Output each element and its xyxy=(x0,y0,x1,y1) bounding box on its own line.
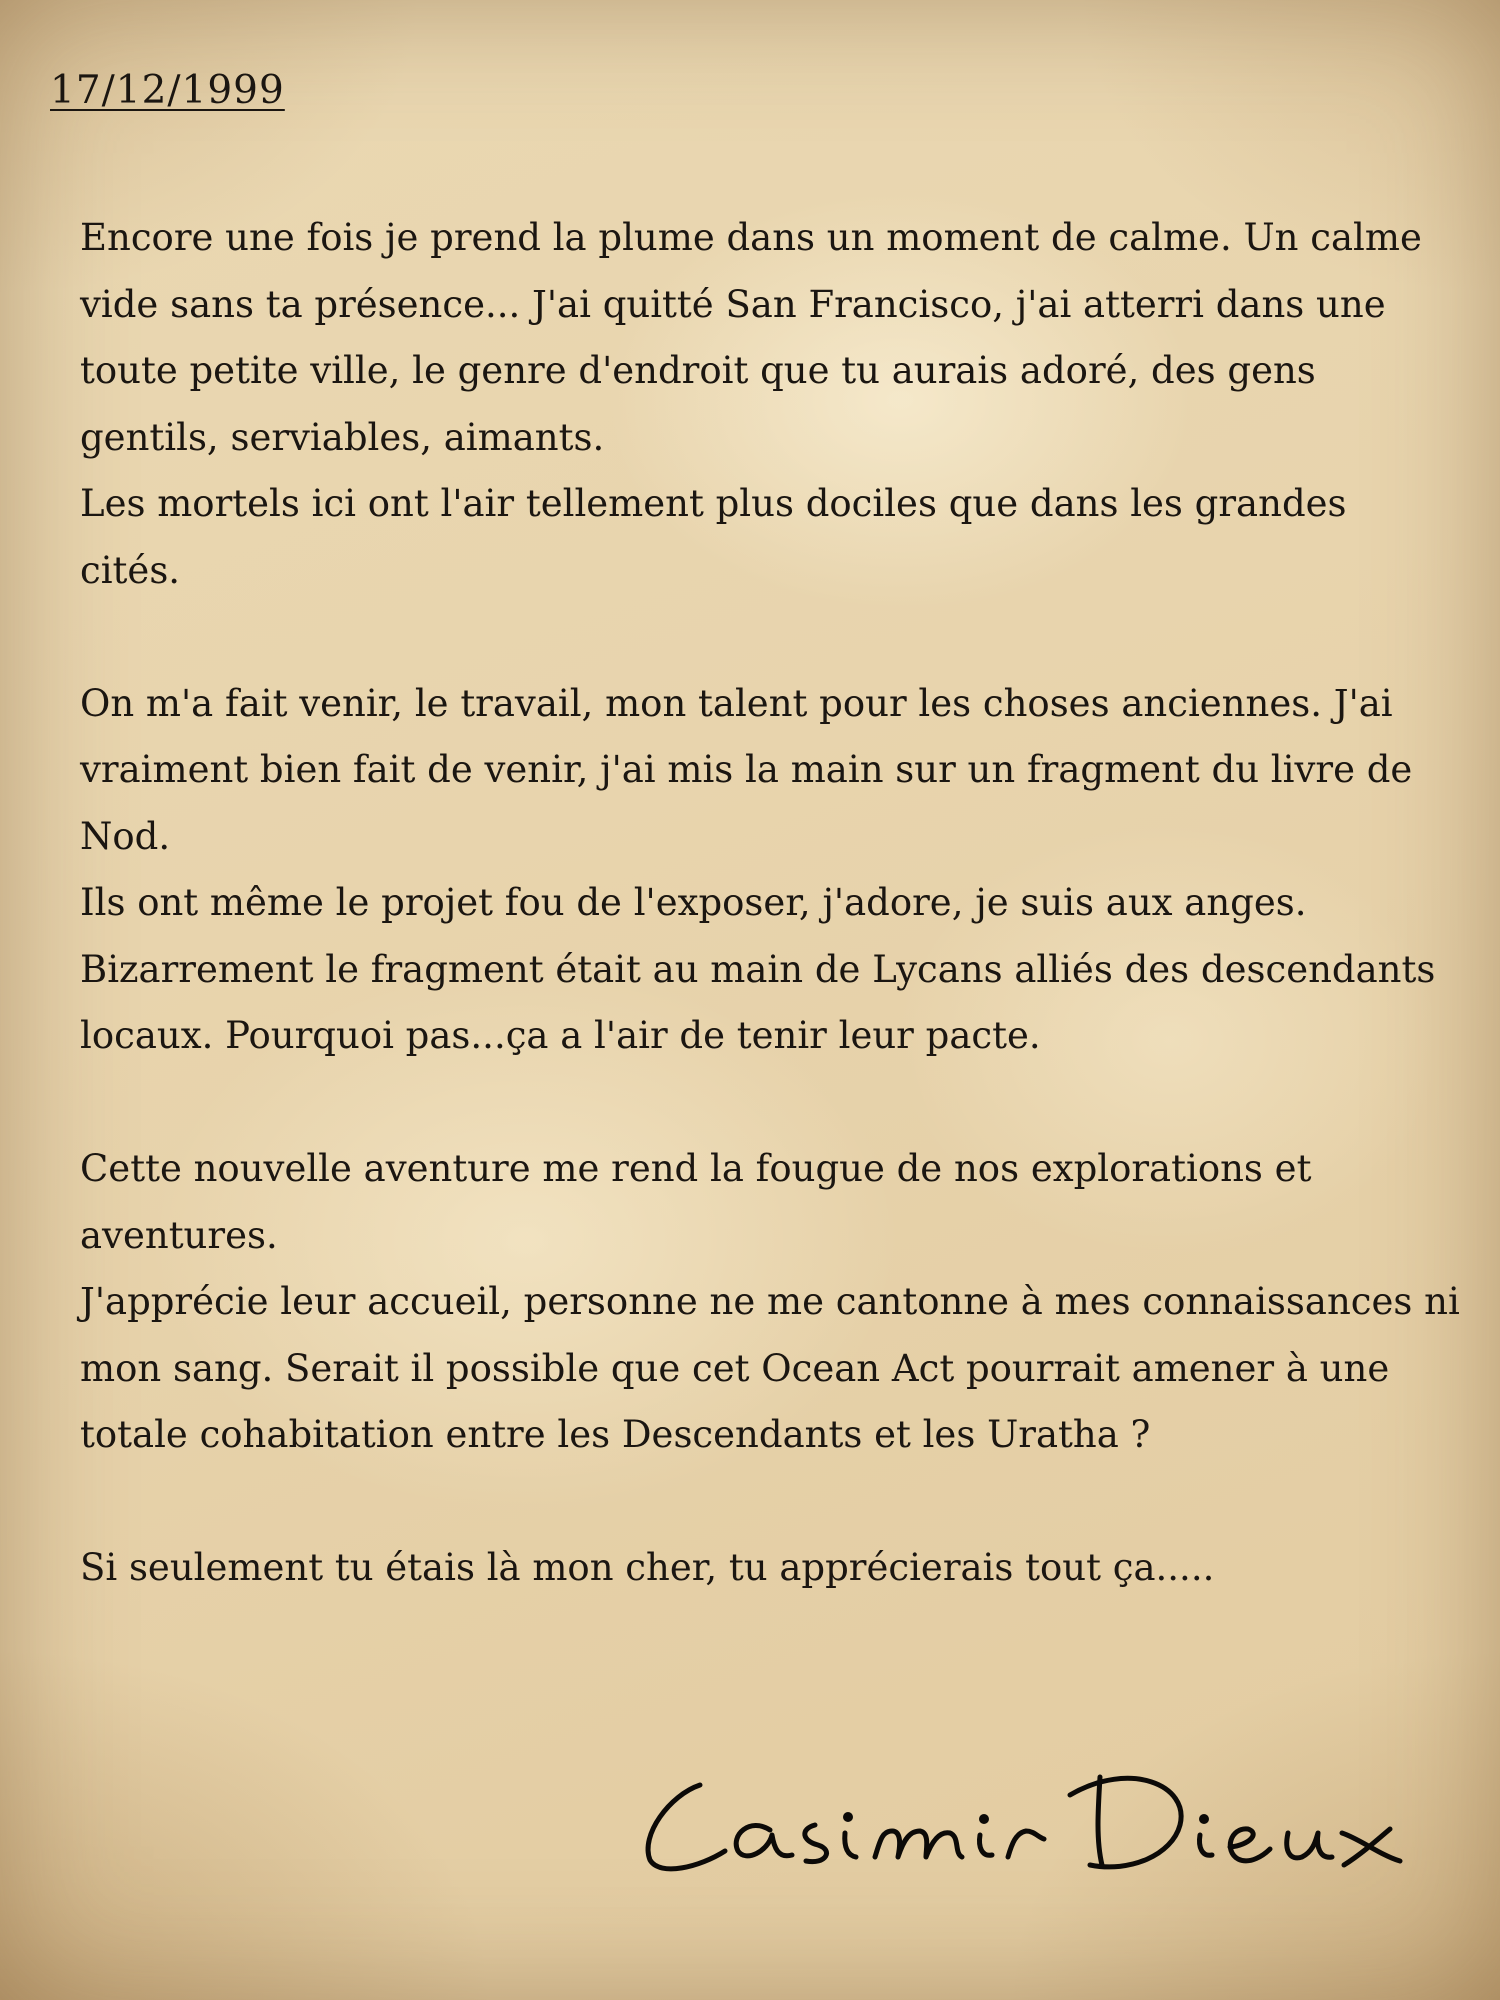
letter-body xyxy=(80,205,1460,1602)
letter-date: 17/12/1999 xyxy=(50,68,285,113)
text-line: locaux. Pourquoi pas...ça a l'air de tenir leur pacte. xyxy=(80,1014,1041,1057)
text-line: Bizarrement le fragment était au main de Lycans alliés des descendants xyxy=(80,947,1436,991)
text-line: On m'a fait venir, le travail, mon talent pour les choses anciennes. J'ai xyxy=(80,681,1393,725)
paragraph-2 xyxy=(80,671,1440,1070)
text-line: Cette nouvelle aventure me rend la fougue de nos explorations et xyxy=(80,1147,1312,1190)
text-line: totale cohabitation entre les Descendants et les Uratha ? xyxy=(80,1413,1151,1456)
text-line: gentils, serviables, aimants. xyxy=(80,415,605,459)
text-line: Les mortels ici ont l'air tellement plus dociles que dans les grandes xyxy=(80,482,1347,525)
paragraph-3 xyxy=(80,1136,1460,1469)
text-line: Nod. xyxy=(80,814,171,858)
paragraph-1 xyxy=(80,205,1440,604)
paragraph-4 xyxy=(80,1535,1440,1602)
text-line: J'apprécie leur accueil, personne ne me cantonne à mes connaissances ni xyxy=(80,1280,1460,1323)
text-line: Ils ont même le projet fou de l'exposer, j'adore, je suis aux anges. xyxy=(80,881,1307,924)
text-line: mon sang. Serait il possible que cet Ocean Act pourrait amener à une xyxy=(80,1346,1390,1390)
text-line: Si seulement tu étais là mon cher, tu apprécierais tout ça..... xyxy=(80,1546,1215,1589)
text-line: Encore une fois je prend la plume dans un moment de calme. Un calme xyxy=(80,216,1422,259)
text-line: cités. xyxy=(80,548,181,592)
text-line: toute petite ville, le genre d'endroit que tu aurais adoré, des gens xyxy=(80,349,1316,392)
text-line: vraiment bien fait de venir, j'ai mis la main sur un fragment du livre de xyxy=(80,748,1413,791)
text-line: aventures. xyxy=(80,1213,278,1257)
text-line: vide sans ta présence... J'ai quitté San Francisco, j'ai atterri dans une xyxy=(80,282,1386,326)
signature xyxy=(630,1755,1430,1885)
